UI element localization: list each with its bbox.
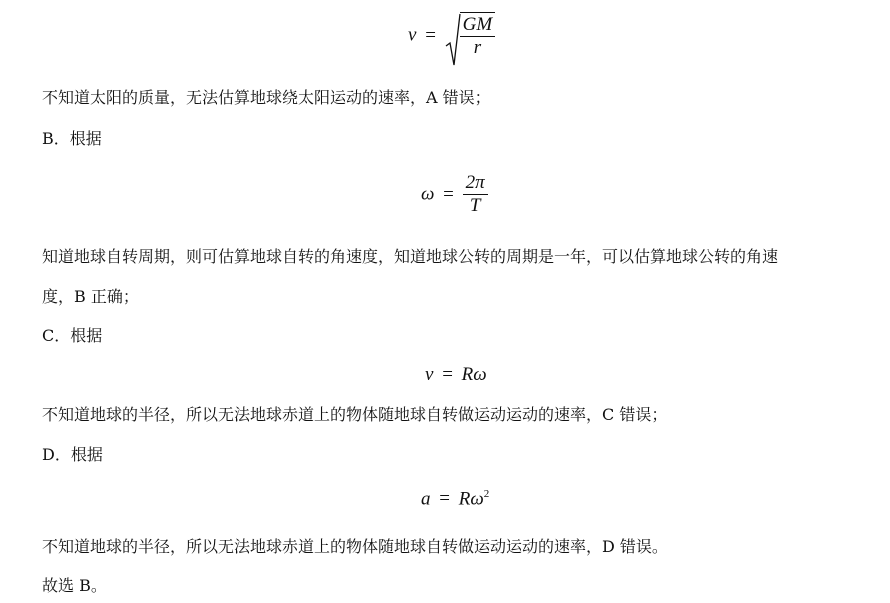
equals-sign: = [442,364,453,385]
formula-exponent: 2 [483,488,490,500]
formula-rhs: Rω [461,364,487,385]
equals-sign: = [439,488,450,510]
conclusion: 故选 B。 [42,576,107,595]
formula-lhs: v [425,364,434,385]
formula-rhs: Rω [458,488,484,510]
fraction-numerator: 2π [465,172,485,193]
formula-centripetal-acceleration [421,488,489,510]
formula-linear-speed [425,364,487,386]
label-option-c: C．根据 [42,326,103,345]
formula-angular-velocity [421,172,488,217]
paragraph-b-line-1: 知道地球自转周期，则可估算地球自转的角速度，知道地球公转的周期是一年，可以估算地球公转的角速 [42,247,779,266]
formula-lhs: a [421,488,431,510]
fraction-denominator: r [473,37,482,58]
formula-orbital-speed [408,12,495,59]
paragraph-d: 不知道地球的半径，所以无法地球赤道上的物体随地球自转做运动运动的速率，D 错误。 [42,537,668,556]
equals-sign: = [443,183,454,205]
equals-sign: = [425,24,436,46]
fraction [460,14,496,59]
formula-lhs: v [408,24,417,46]
square-root [445,12,496,59]
fraction-numerator: GM [462,14,493,35]
paragraph-c: 不知道地球的半径，所以无法地球赤道上的物体随地球自转做运动运动的速率，C 错误； [42,405,668,424]
radical-sign-icon [445,12,461,68]
paragraph-a: 不知道太阳的质量，无法估算地球绕太阳运动的速率，A 错误； [42,88,491,107]
paragraph-b-line-2: 度，B 正确； [42,287,139,306]
formula-lhs: ω [421,183,435,205]
fraction [463,172,488,217]
label-option-b: B．根据 [42,129,102,148]
fraction-denominator: T [469,195,481,216]
label-option-d: D．根据 [42,445,103,464]
